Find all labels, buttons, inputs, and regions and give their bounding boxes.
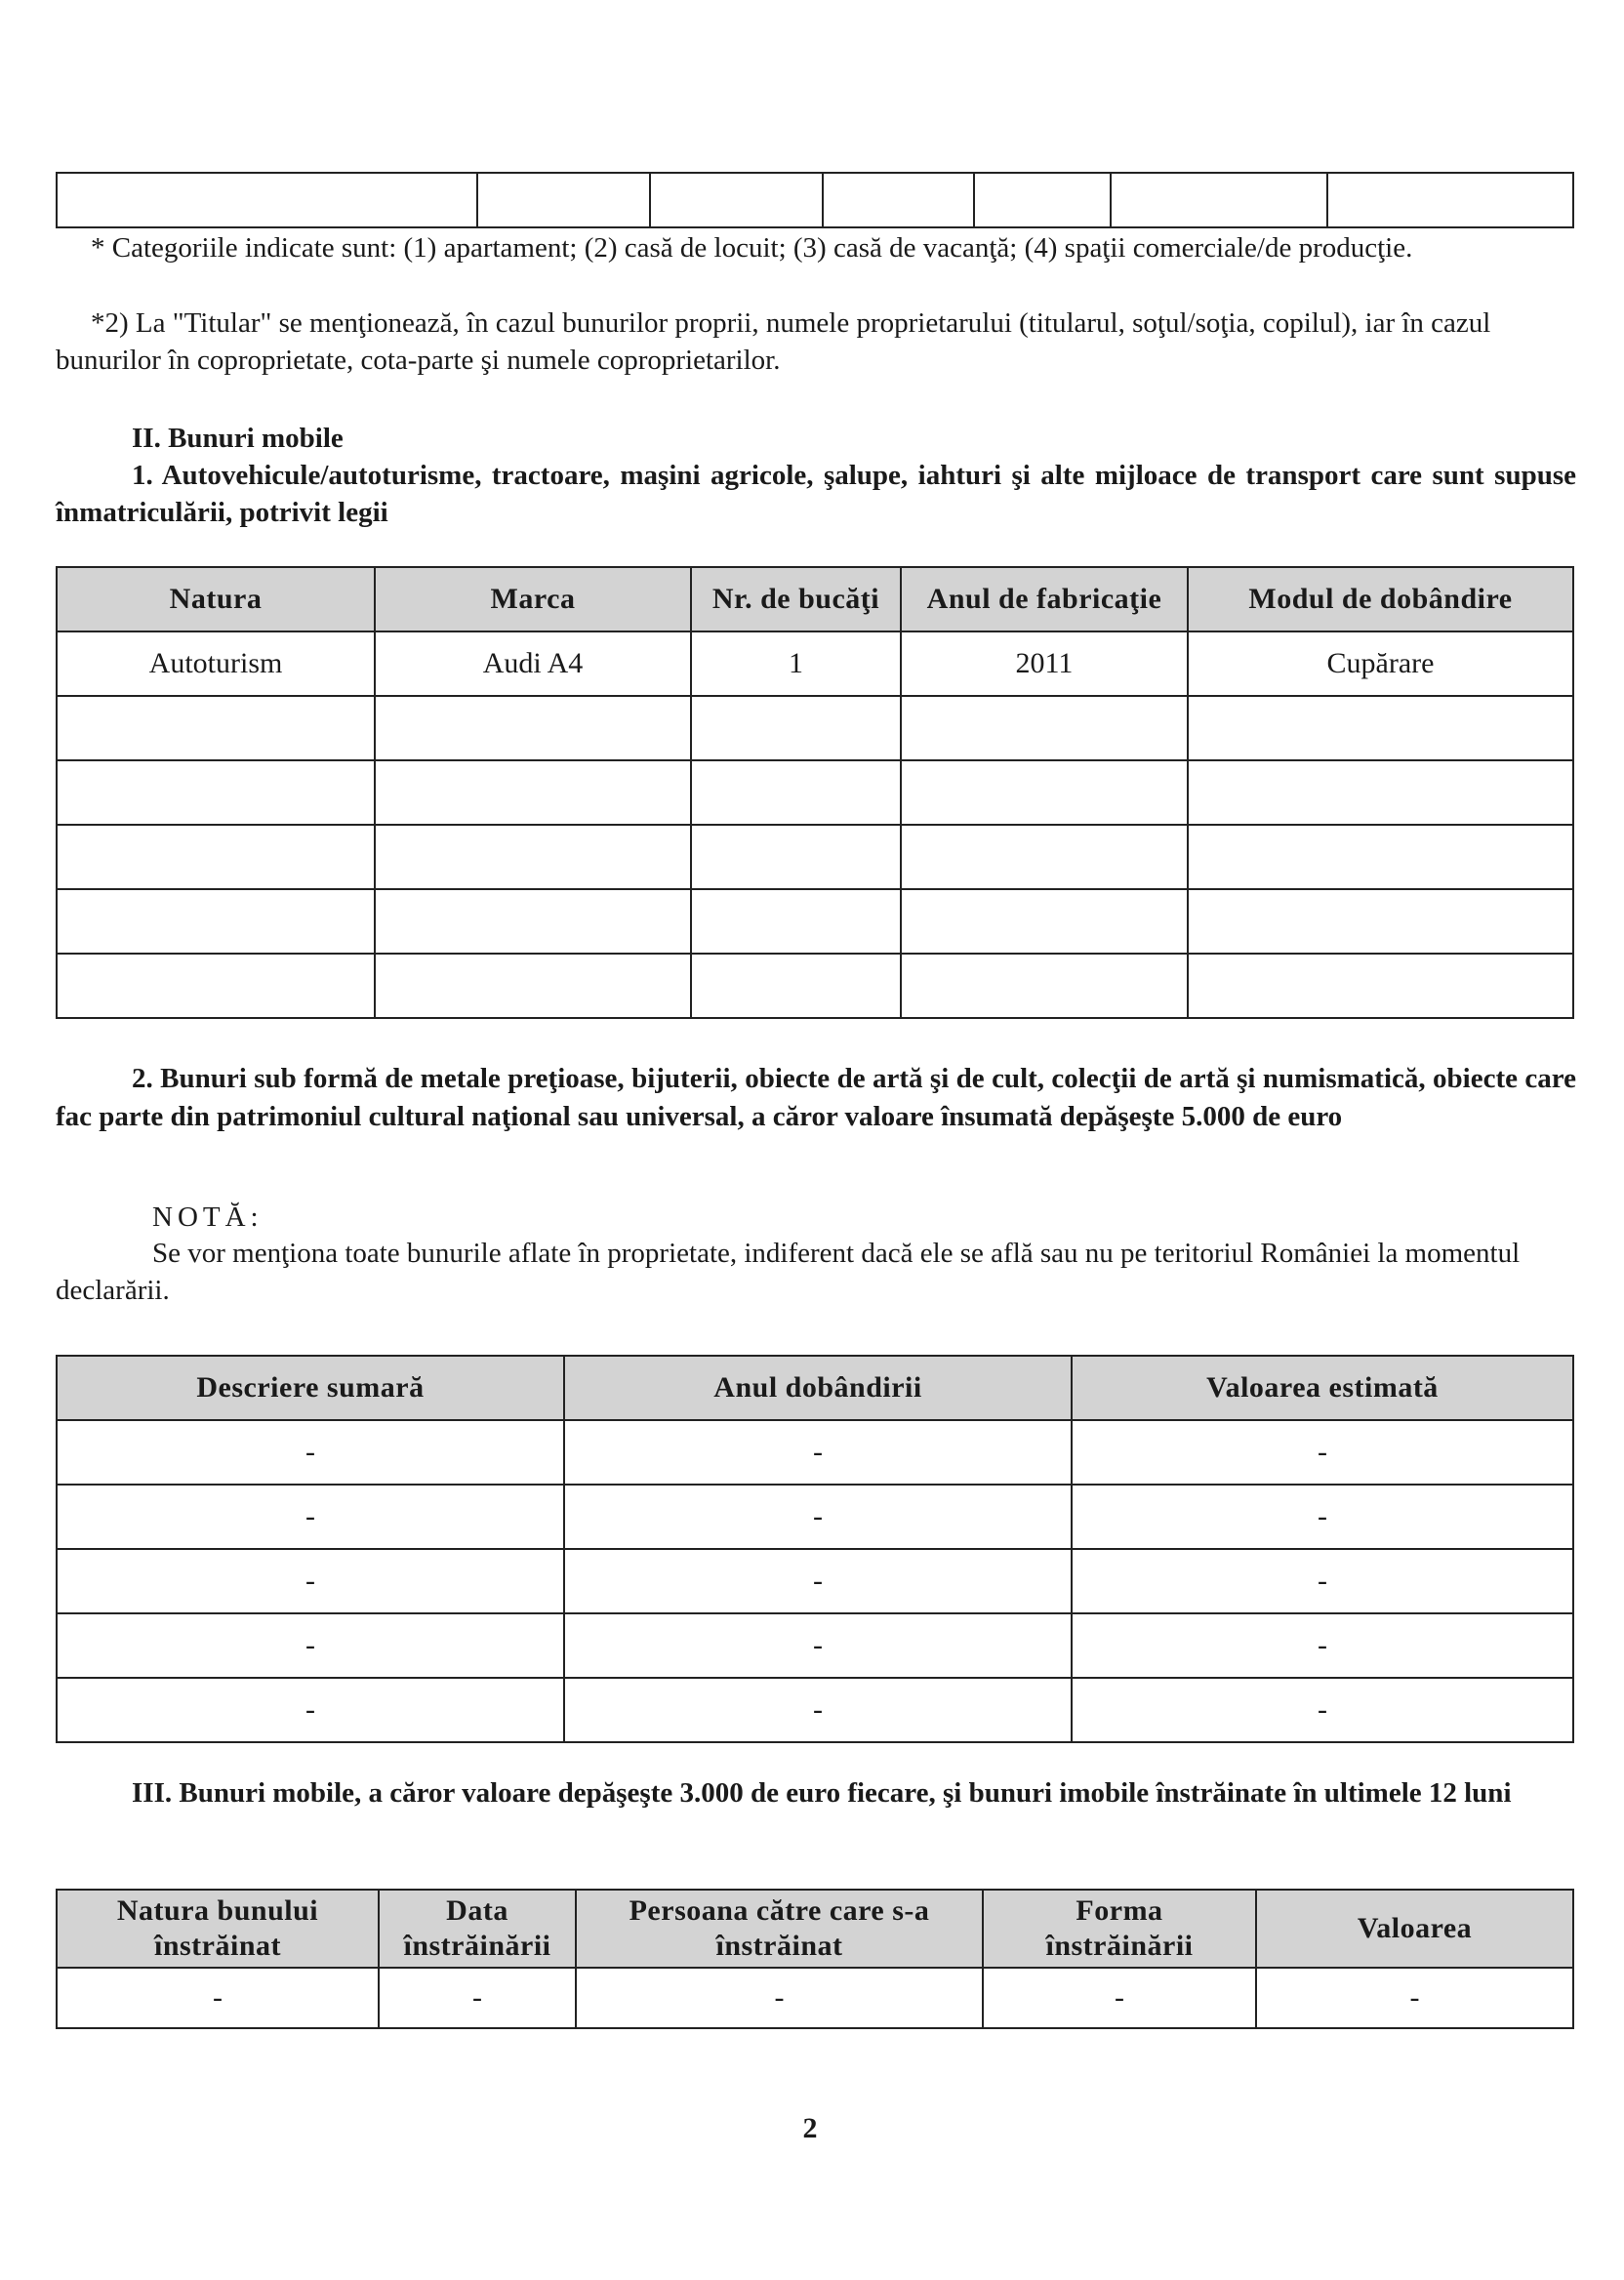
col-valoarea: Valoarea [1256, 1890, 1573, 1968]
table-row: - - - [57, 1678, 1573, 1742]
col-marca: Marca [375, 567, 691, 631]
table-row [57, 954, 1573, 1018]
table-row [57, 696, 1573, 760]
table-row [57, 760, 1573, 825]
vehicles-table [56, 566, 1574, 1019]
valuables-table-header [57, 1356, 1573, 1420]
nota-text: Se vor menţiona toate bunurile aflate în proprietate, indiferent dacă ele se află sau nu pe teritoriul României la momentul declarării. [56, 1238, 1521, 1306]
table-row: - - - [57, 1420, 1573, 1485]
section-2-heading: II. Bunuri mobile [132, 423, 344, 454]
section-2-2-heading: 2. Bunuri sub formă de metale preţioase, bijuterii, obiecte de artă şi de cult, colecţii de artă şi numismatică, obiecte care fac parte din patrimoniul cultural naţional sau universal, a căror valoare însumată depăşeşte 5.000 de euro [56, 1063, 1576, 1132]
section-3-heading: III. Bunuri mobile, a căror valoare depăşeşte 3.000 de euro fiecare, şi bunuri imobile înstrăinate în ultimele 12 luni [132, 1777, 1512, 1809]
col-natura-bunului: Natura bunului înstrăinat [57, 1890, 379, 1968]
col-descriere: Descriere sumară [57, 1356, 564, 1420]
table-row: - - - [57, 1549, 1573, 1613]
page-number: 2 [802, 2112, 818, 2144]
table-row: Autoturism Audi A4 1 2011 Cupărare [57, 631, 1573, 696]
col-an-dobandire: Anul dobândirii [564, 1356, 1072, 1420]
table-row: - - - [57, 1613, 1573, 1678]
col-data-instrainarii: Data înstrăinării [379, 1890, 576, 1968]
table-row [57, 825, 1573, 889]
alienated-table-header [57, 1890, 1573, 1968]
col-forma-instrainarii: Forma înstrăinării [983, 1890, 1256, 1968]
nota-label: NOTĂ: [152, 1201, 264, 1233]
top-table-row [57, 173, 1573, 227]
section-2-1-heading: 1. Autovehicule/autoturisme, tractoare, maşini agricole, şalupe, iahturi şi alte mijloace de transport care sunt supuse înmatriculării, potrivit legii [56, 460, 1576, 528]
col-nr-bucati: Nr. de bucăţi [691, 567, 901, 631]
table-row: - - - [57, 1485, 1573, 1549]
col-persoana: Persoana către care s-a înstrăinat [576, 1890, 983, 1968]
table-row: - - - - - [57, 1968, 1573, 2028]
col-an-fabricatie: Anul de fabricaţie [901, 567, 1188, 631]
note-categories: * Categoriile indicate sunt: (1) apartament; (2) casă de locuit; (3) casă de vacanţă; (4) spaţii comerciale/de producţie. [91, 232, 1413, 264]
note-titular: *2) La "Titular" se menţionează, în cazul bunurilor proprii, numele proprietarului (titularul, soţul/soţia, copilul), iar în cazul bunurilor în coproprietate, cota-parte şi numele coproprietarilor. [56, 307, 1491, 376]
col-mod-dobandire: Modul de dobândire [1188, 567, 1573, 631]
col-valoare-estimata: Valoarea estimată [1072, 1356, 1573, 1420]
alienated-table [56, 1889, 1574, 2029]
col-natura: Natura [57, 567, 375, 631]
valuables-table [56, 1355, 1574, 1743]
table-row [57, 889, 1573, 954]
top-table [56, 172, 1574, 228]
vehicles-table-header [57, 567, 1573, 631]
